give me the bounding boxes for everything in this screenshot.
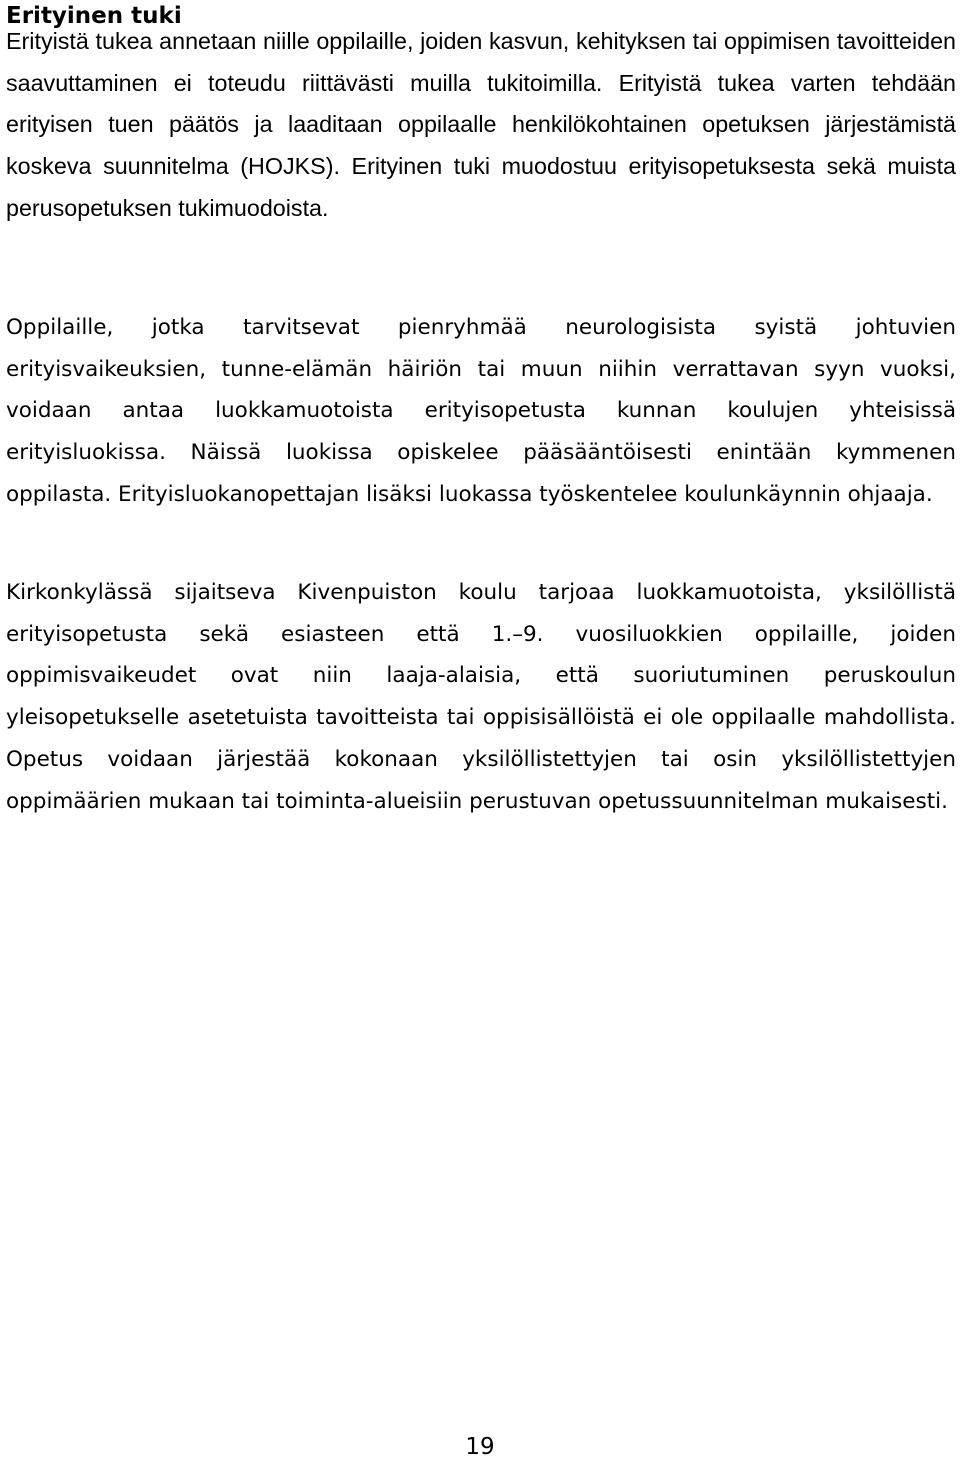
paragraph-kivenpuisto-school: Kirkonkylässä sijaitseva Kivenpuiston koulu tarjoaa luokkamuotoista, yksilöllistä erityisopetusta sekä esiasteen että 1.–9. vuosiluokkien oppilaille, joiden oppimisvaikeudet ovat niin laaja-alaisia, että suoriutuminen peruskoulun yleisopetukselle asetetuista tavoitteista tai oppisisällöistä ei ole oppilaalle mahdollista. Opetus voidaan järjestää kokonaan yksilöllistettyjen tai osin yksilöllistettyjen oppimäärien mukaan tai toiminta-alueisiin perustuvan opetussuunnitelman mukaisesti. [6, 580, 956, 814]
section-heading: Erityinen tuki [6, 3, 182, 29]
paragraph-special-classes: Oppilaille, jotka tarvitsevat pienryhmää neurologisista syistä johtuvien erityisvaikeuksien, tunne-elämän häiriön tai muun niihin verrattavan syyn vuoksi, voidaan antaa luokkamuotoista erityisopetusta kunnan koulujen yhteisissä erityisluokissa. Näissä luokissa opiskelee pääsääntöisesti enintään kymmenen oppilasta. Erityisluokanopettajan lisäksi luokassa työskentelee koulunkäynnin ohjaaja. [6, 315, 956, 507]
document-page [6, 0, 956, 814]
paragraph-special-support-intro: Erityistä tukea annetaan niille oppilaille, joiden kasvun, kehityksen tai oppimisen tavoitteiden saavuttaminen ei toteudu riittävästi muilla tukitoimilla. Erityistä tukea varten tehdään erityisen tuen päätös ja laaditaan oppilaalle henkilökohtainen opetuksen järjestämistä koskeva suunnitelma (HOJKS). Erityinen tuki muodostuu erityisopetuksesta sekä muista perusopetuksen tukimuodoista. [6, 28, 956, 221]
page-number: 19 [465, 1434, 495, 1460]
